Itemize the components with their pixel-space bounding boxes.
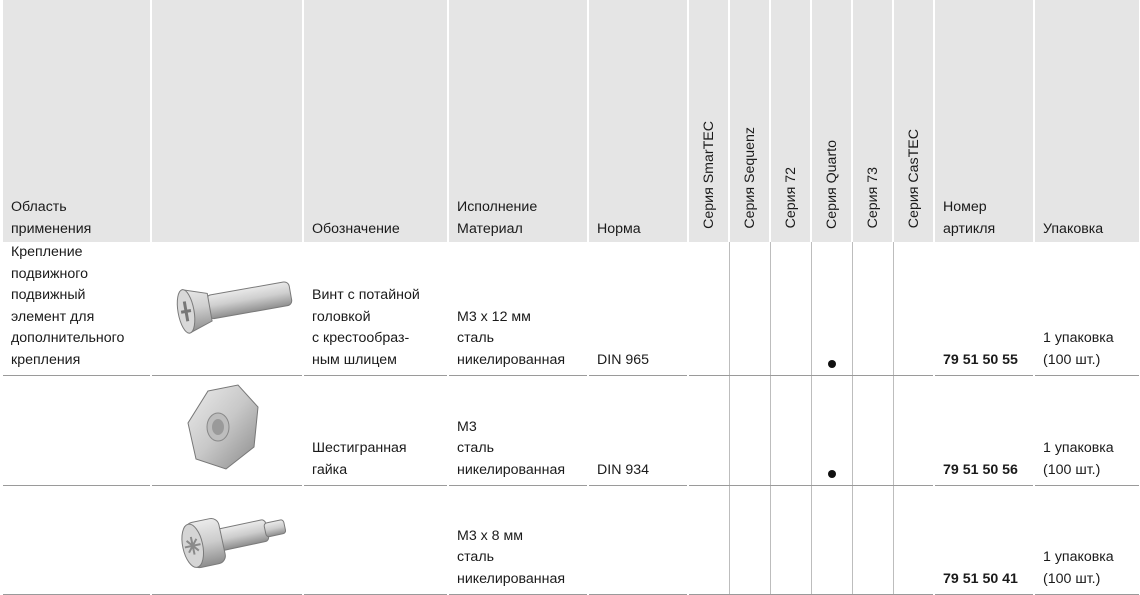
cell-designation: Шестигранная гайка (303, 376, 448, 486)
countersunk-screw-icon (160, 243, 303, 371)
header-row (2, 0, 1140, 242)
cell-series-quarto (811, 242, 852, 376)
cell-article: 79 51 50 41 (934, 486, 1034, 595)
header-series-73: Серия 73 (852, 0, 893, 242)
cell-area (2, 376, 151, 486)
cell-series-72 (770, 376, 811, 486)
hex-nut-icon (160, 377, 303, 481)
cell-series-73 (852, 376, 893, 486)
cell-series-72 (770, 486, 811, 595)
cell-series-sequenz (729, 242, 770, 376)
shoulder-screw-icon (160, 486, 303, 590)
header-series-castec: Серия CasTEC (893, 0, 934, 242)
cell-norm (588, 486, 688, 595)
header-series-72: Серия 72 (770, 0, 811, 242)
cell-series-quarto (811, 376, 852, 486)
cell-article: 79 51 50 55 (934, 242, 1034, 376)
cell-image (151, 242, 303, 376)
cell-series-castec (893, 486, 934, 595)
cell-norm: DIN 934 (588, 376, 688, 486)
series-mark (828, 360, 836, 368)
cell-execution: M3 x 8 мм сталь никелированная (448, 486, 588, 595)
header-packaging: Упаковка (1034, 0, 1140, 242)
header-designation: Обозначение (303, 0, 448, 242)
cell-execution: M3 x 12 мм сталь никелированная (448, 242, 588, 376)
table-row (2, 242, 1140, 376)
header-image (151, 0, 303, 242)
cell-series-castec (893, 242, 934, 376)
cell-designation: Винт с потайной головкой с крестообраз- ным шлицем (303, 242, 448, 376)
table-row (2, 376, 1140, 486)
cell-series-sequenz (729, 486, 770, 595)
cell-series-73 (852, 486, 893, 595)
header-execution: Исполнение Материал (448, 0, 588, 242)
cell-series-72 (770, 242, 811, 376)
series-mark (828, 470, 836, 478)
header-series-quarto: Серия Quarto (811, 0, 852, 242)
header-series-smartec: Серия SmarTEC (688, 0, 729, 242)
cell-execution: M3 сталь никелированная (448, 376, 588, 486)
cell-designation (303, 486, 448, 595)
cell-area: Крепление подвижного подвижный элемент для дополнительного крепления (2, 242, 151, 376)
cell-series-quarto (811, 486, 852, 595)
cell-packaging: 1 упаковка (100 шт.) (1034, 376, 1140, 486)
parts-table (1, 0, 1140, 595)
cell-area (2, 486, 151, 595)
cell-series-smartec (688, 376, 729, 486)
cell-series-smartec (688, 486, 729, 595)
table-row (2, 486, 1140, 595)
cell-image (151, 486, 303, 595)
cell-norm: DIN 965 (588, 242, 688, 376)
cell-packaging: 1 упаковка (100 шт.) (1034, 486, 1140, 595)
cell-image (151, 376, 303, 486)
header-series-sequenz: Серия Sequenz (729, 0, 770, 242)
header-article: Номер артикля (934, 0, 1034, 242)
cell-series-73 (852, 242, 893, 376)
cell-article: 79 51 50 56 (934, 376, 1034, 486)
header-area: Область применения (2, 0, 151, 242)
header-norm: Норма (588, 0, 688, 242)
cell-series-smartec (688, 242, 729, 376)
cell-series-castec (893, 376, 934, 486)
cell-packaging: 1 упаковка (100 шт.) (1034, 242, 1140, 376)
cell-series-sequenz (729, 376, 770, 486)
